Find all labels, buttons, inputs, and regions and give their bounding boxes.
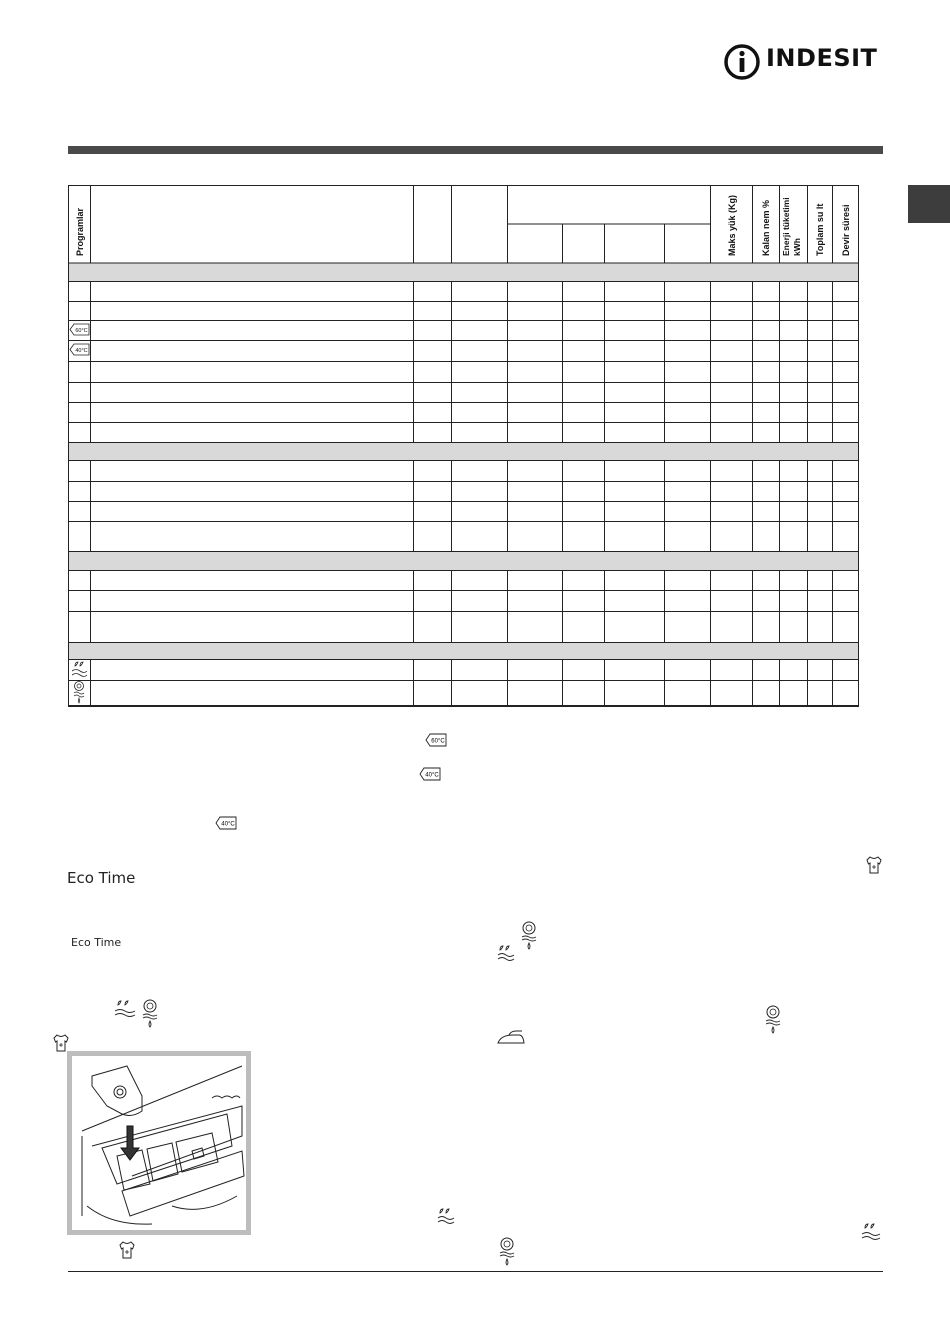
spin-drain-icon — [74, 682, 84, 704]
svg-text:60°C: 60°C — [75, 328, 88, 334]
col-header-cycle-time: Devir süresi — [841, 204, 851, 256]
col-header-energy: Enerji tüketimi — [781, 197, 791, 256]
col-header-energy-unit: kWh — [792, 238, 802, 256]
ecotime-logo-large — [67, 869, 135, 887]
temp-badge-icon — [70, 344, 89, 355]
badge-60-label: 60°C — [431, 738, 445, 745]
spin-drain-icon — [763, 1005, 783, 1035]
temp-badge-icon — [215, 816, 237, 830]
badge-40-label: 40°C — [221, 821, 235, 828]
shirt-icon — [52, 1033, 70, 1053]
section-band — [68, 642, 859, 659]
ecotime-logo-small — [71, 936, 121, 949]
temp-badge-icon — [70, 324, 89, 335]
col-header-residual-moisture: Kalan nem % — [761, 199, 771, 256]
ecotime-label: Eco Time — [67, 869, 136, 887]
rinse-icon — [496, 944, 518, 962]
ecotime-label: Eco Time — [71, 936, 122, 949]
shirt-icon — [865, 855, 883, 875]
temp-badge-icon — [425, 733, 447, 747]
table-header-labels — [75, 195, 851, 256]
svg-text:40°C: 40°C — [75, 348, 88, 354]
section-band — [68, 442, 859, 460]
rinse-icon — [436, 1207, 456, 1225]
spin-drain-icon — [497, 1237, 517, 1267]
detergent-drawer-illustration — [67, 1051, 251, 1235]
rinse-icon — [860, 1222, 882, 1242]
spin-drain-icon — [140, 999, 160, 1029]
badge-40-label: 40°C — [425, 772, 439, 779]
section-band — [68, 263, 859, 281]
section-band — [68, 551, 859, 570]
col-header-total-water: Toplam su lt — [815, 203, 825, 256]
rinse-icon — [72, 662, 87, 677]
rinse-icon — [112, 999, 138, 1019]
shirt-icon — [118, 1240, 136, 1260]
temp-badge-icon — [419, 767, 441, 781]
spin-drain-icon — [519, 921, 539, 951]
iron-icon — [495, 1030, 527, 1046]
brand-name: INDESIT — [766, 44, 878, 72]
drawer-drawing — [72, 1056, 246, 1230]
footer-rule — [68, 1271, 883, 1272]
col-header-programs: Programlar — [75, 207, 85, 256]
col-header-max-load: Maks yük (Kg) — [727, 194, 737, 256]
